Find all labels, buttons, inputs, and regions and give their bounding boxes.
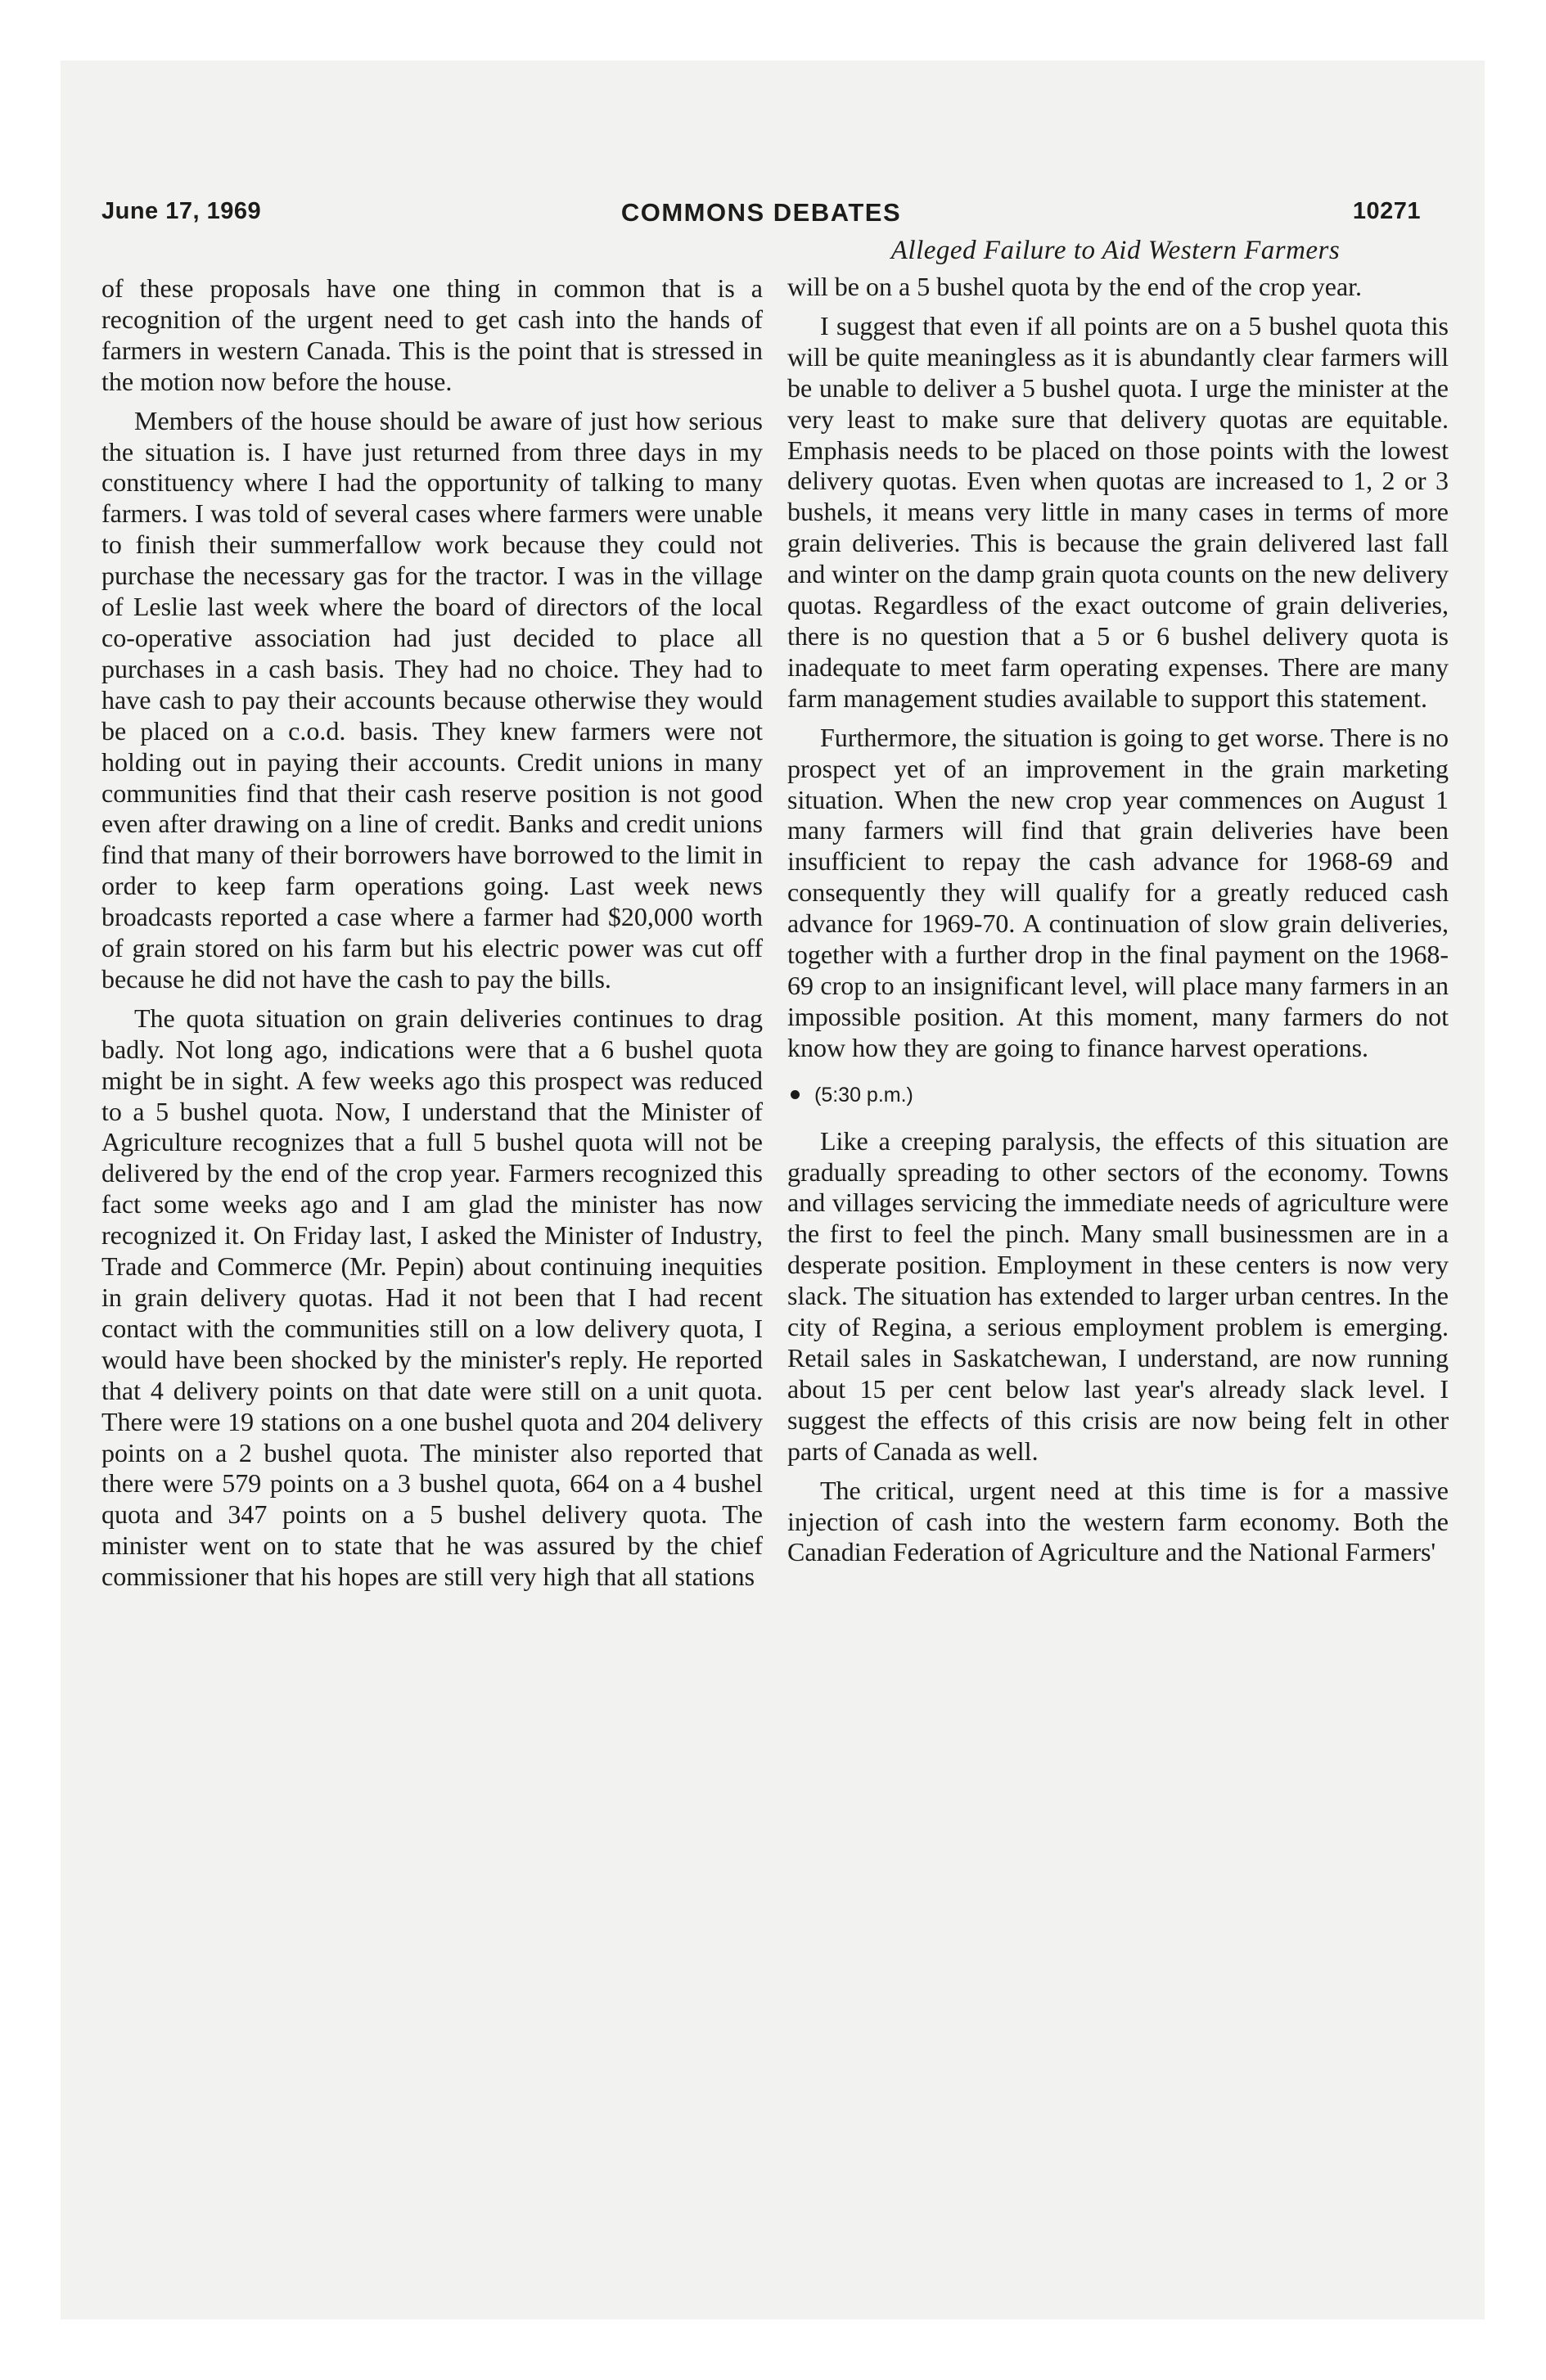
timestamp — [787, 1079, 1449, 1111]
paragraph: I suggest that even if all points are on a 5 bushel quota this will be quite meaningless as it is abundantly clear farmers will be unable to deliver a 5 bushel quota. I urge the minister at the very least to make sure that delivery quotas are equitable. Emphasis needs to be placed on those points with the lowest delivery quotas. Even when quotas are increased to 1, 2 or 3 bushels, it means very little in many cases in terms of more grain deliveries. This is because the grain delivered last fall and winter on the damp grain quota counts on the new delivery quotas. Regardless of the exact outcome of grain deliveries, there is no question that a 5 or 6 bushel delivery quota is inadequate to meet farm operating expenses. There are many farm management studies available to support this statement. — [787, 310, 1449, 713]
paragraph: will be on a 5 bushel quota by the end of the crop year. — [787, 272, 1363, 301]
paragraph: Furthermore, the situation is going to get worse. There is no prospect yet of an improvement in the grain marketing situation. When the new crop year commences on August 1 many farmers will find that grain deliveries have been insufficient to repay the cash advance for 1968-69 and consequently they will qualify for a greatly reduced cash advance for 1969-70. A continuation of slow grain deliveries, together with a further drop in the final payment on the 1968-69 crop to an insignificant level, will place many farmers in an impossible position. At this moment, many farmers do not know how they are going to finance harvest operations. — [787, 722, 1449, 1062]
bullet-icon — [791, 1090, 800, 1099]
timestamp-text: (5:30 p.m.) — [814, 1083, 913, 1107]
paragraph: The critical, urgent need at this time is for a massive injection of cash into the western farm economy. Both the Canadian Federation of Agriculture and the National Farmers' — [787, 1475, 1449, 1567]
header-title: COMMONS DEBATES — [620, 198, 902, 227]
paragraph: The quota situation on grain deliveries continues to drag badly. Not long ago, indications were that a 6 bushel quota might be in sight. A few weeks ago this prospect was reduced to a 5 bushel quota. Now, I understand that the Minister of Agriculture recognizes that a full 5 bushel quota will not be delivered by the end of the crop year. Farmers recognized this fact some weeks ago and I am glad the minister has now recognized it. On Friday last, I asked the Minister of Industry, Trade and Commerce (Mr. Pepin) about continuing inequities in grain delivery quotas. Had it not been that I had recent contact with the communities still on a low delivery quota, I would have been shocked by the minister's reply. He reported that 4 delivery points on that date were still on a unit quota. There were 19 stations on a one bushel quota and 204 delivery points on a 2 bushel quota. The minister also reported that there were 579 points on a 3 bushel quota, 664 on a 4 bushel quota and 347 points on a 5 bushel delivery quota. The minister went on to state that he was assured by the chief commissioner that his hopes are still very high that all stations — [101, 1003, 763, 1592]
page-header — [101, 198, 1421, 231]
running-head: Alleged Failure to Aid Western Farmers — [890, 236, 1341, 265]
paragraph: of these proposals have one thing in common that is a recognition of the urgent need to get cash into the hands of farmers in western Canada. This is the point that is stressed in the motion now before the house. — [101, 273, 763, 396]
header-page-number: 10271 — [1352, 198, 1421, 224]
paragraph: Members of the house should be aware of just how serious the situation is. I have just returned from three days in my constituency where I had the opportunity of talking to many farmers. I was told of several cases where farmers were unable to finish their summerfallow work because they could not purchase the necessary gas for the tractor. I was in the village of Leslie last week where the board of directors of the local co-operative association had just decided to place all purchases in a cash basis. They had no choice. They had to have cash to pay their accounts because otherwise they would be placed on a c.o.d. basis. They knew farmers were not holding out in paying their accounts. Credit unions in many communities find that their cash reserve position is not good even after drawing on a line of credit. Banks and credit unions find that many of their borrowers have borrowed to the limit in order to keep farm operations going. Last week news broadcasts reported a case where a farmer had $20,000 worth of grain stored on his farm but his electric power was cut off because he did not have the cash to pay the bills. — [101, 405, 763, 994]
header-date: June 17, 1969 — [101, 198, 262, 224]
right-column — [787, 272, 1449, 1568]
left-column — [101, 273, 763, 1593]
paragraph: Like a creeping paralysis, the effects of this situation are gradually spreading to other sectors of the economy. Towns and villages servicing the immediate needs of agriculture were the first to feel the pinch. Many small businessmen are in a desperate position. Employment in these centers is now very slack. The situation has extended to larger urban centres. In the city of Regina, a serious employment problem is emerging. Retail sales in Saskatchewan, I understand, are now running about 15 per cent below last year's already slack level. I suggest the effects of this crisis are now being felt in other parts of Canada as well. — [787, 1125, 1449, 1466]
